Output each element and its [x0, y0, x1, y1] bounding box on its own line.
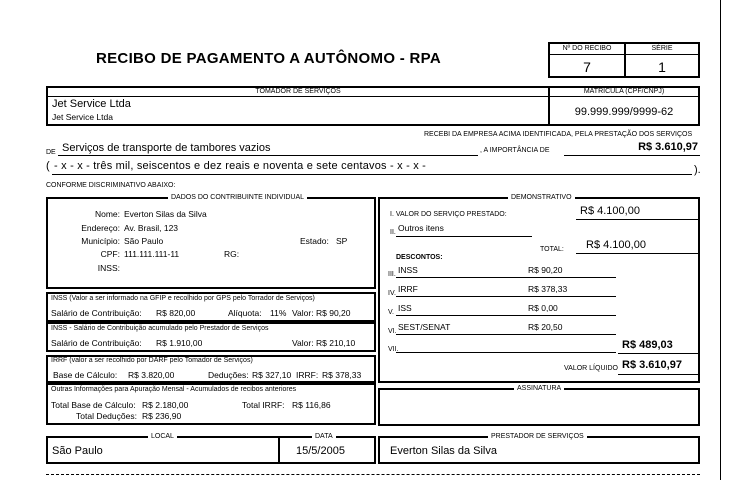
total-base-label: Total Base de Cálculo: [51, 400, 136, 410]
receipt-number-label: Nº DO RECIBO [562, 45, 612, 52]
item7-num: VII. [388, 346, 399, 353]
irrf-header: IRRF (valor a ser recolhido por DARF pelo Tomador de Serviços) [51, 357, 253, 364]
local-data-box [46, 433, 376, 464]
demonstrativo-legend: DEMONSTRATIVO [508, 194, 575, 202]
conforme-label: CONFORME DISCRIMINATIVO ABAIXO: [46, 182, 176, 189]
desconto-name: ISS [398, 303, 412, 313]
matricula-value: 99.999.999/9999-62 [574, 106, 674, 118]
endereco-value: Av. Brasil, 123 [124, 223, 179, 233]
irrf-value-label: IRRF: [296, 370, 319, 380]
total-irrf-value: R$ 116,86 [292, 400, 331, 410]
irrf-box [46, 355, 376, 383]
total-base-value: R$ 2.180,00 [142, 400, 189, 410]
inss-gfip-salario-label: Salário de Contribuição: [51, 308, 142, 318]
descontos-label: DESCONTOS: [396, 254, 443, 261]
desconto-name: IRRF [398, 284, 418, 294]
desconto-value: R$ 90,20 [528, 265, 563, 275]
tomador-label: TOMADOR DE SERVIÇOS [255, 88, 341, 95]
total-irrf-label: Total IRRF: [242, 400, 285, 410]
desconto-num: VI. [388, 328, 397, 335]
inss-acumulado-box [46, 322, 376, 352]
irrf-base-label: Base de Cálculo: [53, 370, 118, 380]
contribuinte-box [46, 194, 376, 289]
de-label: DE [46, 149, 56, 156]
total-deducoes-label: Total Deduções: [76, 411, 137, 421]
assinatura-box [378, 385, 700, 426]
tomador-box [46, 86, 700, 126]
item2-num: II. [390, 229, 396, 236]
inss-gfip-aliquota-label: Alíquota: [228, 308, 262, 318]
rg-label: RG: [224, 249, 240, 259]
document-title: RECIBO DE PAGAMENTO A AUTÔNOMO - RPA [96, 50, 441, 67]
irrf-deducoes-label: Deduções: [208, 370, 249, 380]
receipt-number-value: 7 [583, 59, 591, 75]
outras-informacoes-box [46, 383, 376, 425]
total-label: TOTAL: [540, 246, 564, 253]
prestador-box [378, 433, 700, 464]
estado-value: SP [336, 236, 348, 246]
desconto-num: IV. [388, 290, 396, 297]
cut-line [46, 474, 700, 475]
demonstrativo-box [378, 194, 700, 383]
desconto-num: V. [388, 309, 394, 316]
cpf-value: 111.111.111-11 [124, 249, 180, 259]
matricula-label: MATRÍCULA (CPF/CNPJ) [583, 88, 665, 95]
receipt-number-box [548, 42, 700, 78]
data-value: 15/5/2005 [296, 445, 345, 457]
nome-label: Nome: [94, 209, 120, 219]
contribuinte-legend: DADOS DO CONTRIBUINTE INDIVIDUAL [168, 194, 307, 202]
data-legend: DATA [312, 433, 336, 441]
irrf-base: R$ 3.820,00 [128, 370, 175, 380]
amount-in-words: - x - x - três mil, seiscentos e dez reais e noventa e sete centavos - x - x - [54, 160, 427, 172]
service-description: Serviços de transporte de tambores vazios [62, 142, 271, 154]
inss-gfip-salario: R$ 820,00 [156, 308, 196, 318]
inss-acum-salario: R$ 1.910,00 [156, 338, 203, 348]
inss-gfip-box [46, 292, 376, 322]
serie-label: SÉRIE [651, 45, 673, 52]
page-right-edge [720, 0, 721, 480]
desconto-name: SEST/SENAT [398, 322, 451, 332]
total-value: R$ 4.100,00 [586, 239, 646, 251]
estado-label: Estado: [300, 236, 329, 246]
inss-gfip-valor-label: Valor: [292, 308, 314, 318]
inss-acum-salario-label: Salário de Contribuição: [51, 338, 142, 348]
irrf-value: R$ 378,33 [322, 370, 362, 380]
desconto-name: INSS [398, 265, 418, 275]
desconto-value: R$ 20,50 [528, 322, 563, 332]
total-descontos-value: R$ 489,03 [622, 339, 673, 351]
liquido-value: R$ 3.610,97 [622, 359, 682, 371]
amount-value: R$ 3.610,97 [638, 141, 698, 153]
assinatura-legend: ASSINATURA [514, 385, 564, 393]
paren-open: ( [46, 160, 50, 172]
prestador-legend: PRESTADOR DE SERVIÇOS [488, 433, 587, 441]
inss-gfip-header: INSS (Valor a ser informado na GFIP e recolhido por GPS pelo Torrador de Serviços) [51, 295, 315, 302]
municipio-value: São Paulo [124, 236, 164, 246]
nome-value: Everton Silas da Silva [124, 209, 207, 219]
local-value: São Paulo [52, 445, 103, 457]
municipio-label: Município: [81, 236, 120, 246]
tomador-name: Jet Service Ltda [52, 98, 131, 110]
inss-gfip-valor: R$ 90,20 [316, 308, 351, 318]
tomador-name-small: Jet Service Ltda [52, 112, 113, 122]
prestador-value: Everton Silas da Silva [390, 445, 497, 457]
total-deducoes-value: R$ 236,90 [142, 411, 182, 421]
inss-acum-valor-label: Valor: [292, 338, 314, 348]
inss-acum-valor: R$ 210,10 [316, 338, 356, 348]
desconto-value: R$ 0,00 [528, 303, 558, 313]
desconto-num: III. [388, 271, 396, 278]
serie-value: 1 [658, 59, 666, 75]
paren-close: ). [694, 164, 701, 176]
item1-value: R$ 4.100,00 [580, 205, 640, 217]
irrf-deducoes: R$ 327,10 [252, 370, 292, 380]
received-text: RECEBI DA EMPRESA ACIMA IDENTIFICADA, PELA PRESTAÇÃO DOS SERVIÇOS [424, 131, 693, 138]
inss-label: INSS: [97, 263, 120, 273]
local-legend: LOCAL [148, 433, 177, 441]
liquido-label: VALOR LÍQUIDO [564, 365, 618, 372]
cpf-label: CPF: [100, 249, 120, 259]
inss-acum-header: INSS - Salário de Contribuição acumulado pelo Prestador de Serviços [51, 325, 269, 332]
inss-gfip-aliquota: 11% [270, 308, 287, 318]
item2-label: Outros itens [398, 223, 444, 233]
outras-header: Outras Informações para Apuração Mensal - Acumulados de recibos anteriores [51, 386, 297, 393]
desconto-value: R$ 378,33 [528, 284, 568, 294]
endereco-label: Endereço: [81, 223, 120, 233]
item1-label: I. VALOR DO SERVIÇO PRESTADO: [390, 211, 507, 218]
importancia-label: , A IMPORTÂNCIA DE [480, 147, 550, 154]
